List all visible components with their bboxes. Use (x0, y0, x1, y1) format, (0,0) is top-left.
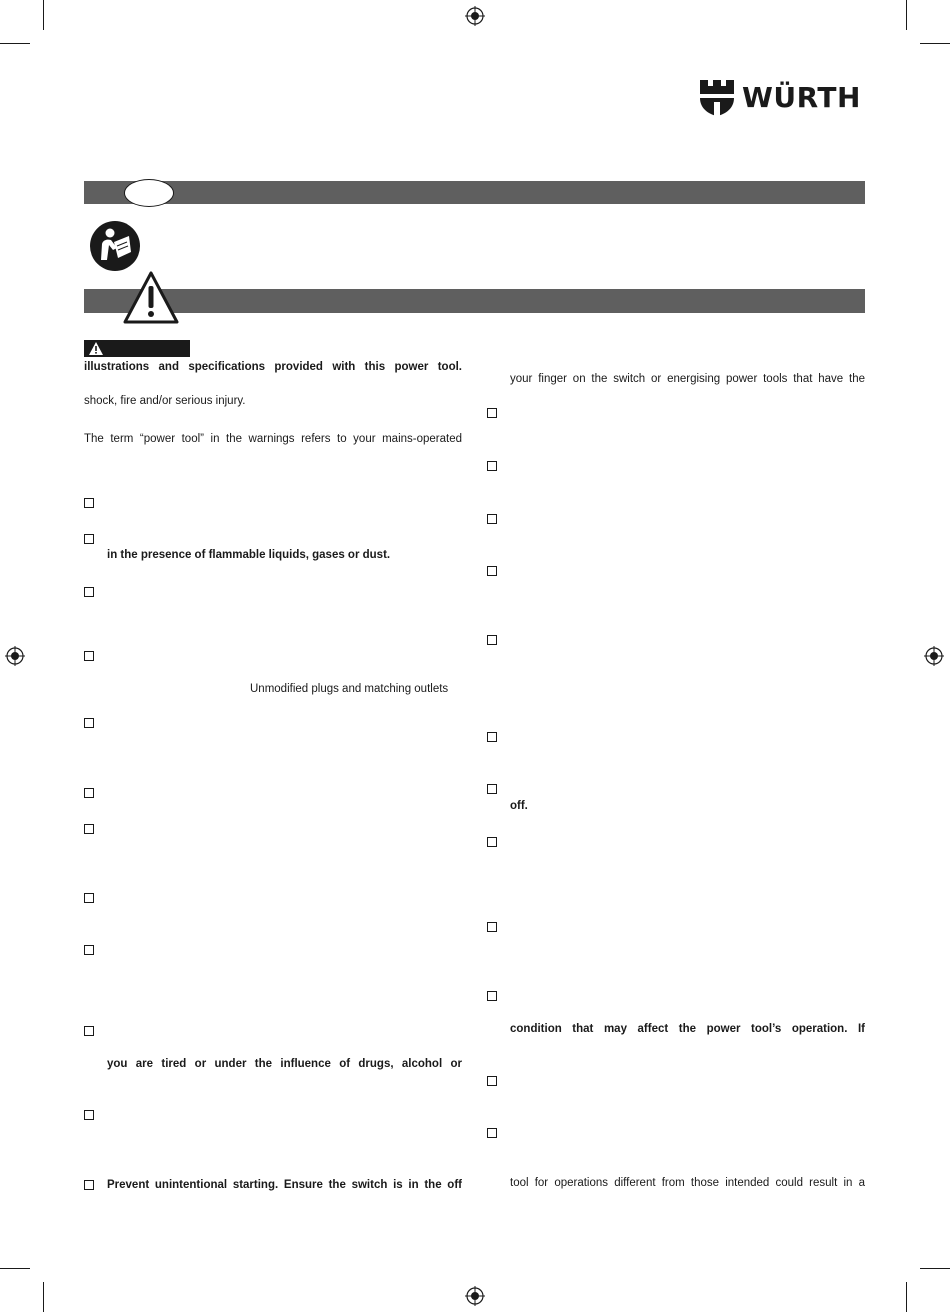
registration-mark-icon (924, 646, 944, 666)
read-manual-icon (89, 220, 141, 272)
flammable-warning-text: in the presence of flammable liquids, gases or dust. (107, 549, 391, 561)
warning-small-icon (88, 341, 104, 356)
shock-text: shock, fire and/or serious injury. (84, 395, 246, 407)
bullet-checkbox (84, 651, 94, 661)
bullet-checkbox (84, 718, 94, 728)
wurth-emblem-icon (700, 80, 734, 116)
bullet-checkbox (84, 893, 94, 903)
bullet-checkbox (487, 837, 497, 847)
warning-triangle-icon (122, 270, 180, 325)
bullet-checkbox (487, 566, 497, 576)
bullet-checkbox (84, 1026, 94, 1036)
bullet-checkbox (84, 534, 94, 544)
brand-name: WÜRTH (742, 81, 861, 114)
safety-header-bar (84, 289, 865, 313)
section-header-bar (84, 181, 865, 204)
bullet-checkbox (487, 1076, 497, 1086)
bullet-checkbox (487, 514, 497, 524)
finger-switch-text: your finger on the switch or energising power tools that have the (510, 373, 865, 385)
crop-mark (0, 1268, 30, 1269)
term-definition-text: The term “power tool” in the warnings refers to your mains-operated (84, 433, 462, 445)
bullet-checkbox (84, 1110, 94, 1120)
registration-mark-icon (5, 646, 25, 666)
bullet-checkbox (487, 635, 497, 645)
bullet-checkbox (487, 732, 497, 742)
bullet-checkbox (487, 1128, 497, 1138)
bullet-checkbox (487, 991, 497, 1001)
prevent-starting-text: Prevent unintentional starting. Ensure the switch is in the off (107, 1179, 462, 1191)
bullet-checkbox (84, 945, 94, 955)
crop-mark (906, 0, 907, 30)
intro-bold-text: illustrations and specifications provided with this power tool. (84, 361, 462, 373)
crop-mark (906, 1282, 907, 1312)
crop-mark (43, 1282, 44, 1312)
plugs-text: Unmodified plugs and matching outlets (250, 683, 449, 695)
bullet-checkbox (84, 498, 94, 508)
crop-mark (43, 0, 44, 30)
registration-mark-icon (465, 6, 485, 26)
crop-mark (920, 43, 950, 44)
tool-operations-text: tool for operations different from those intended could result in a (510, 1177, 865, 1189)
bullet-checkbox (487, 408, 497, 418)
bullet-checkbox (487, 461, 497, 471)
bullet-checkbox (84, 1180, 94, 1190)
tired-warning-text: you are tired or under the influence of drugs, alcohol or (107, 1058, 462, 1070)
registration-mark-icon (465, 1286, 485, 1306)
bullet-checkbox (487, 922, 497, 932)
crop-mark (0, 43, 30, 44)
crop-mark (920, 1268, 950, 1269)
off-text: off. (510, 800, 528, 812)
bullet-checkbox (487, 784, 497, 794)
condition-warning-text: condition that may affect the power tool’s operation. If (510, 1023, 865, 1035)
brand-logo (700, 80, 866, 118)
bullet-checkbox (84, 587, 94, 597)
language-badge (124, 179, 174, 207)
warning-label (84, 340, 190, 357)
bullet-checkbox (84, 788, 94, 798)
bullet-checkbox (84, 824, 94, 834)
